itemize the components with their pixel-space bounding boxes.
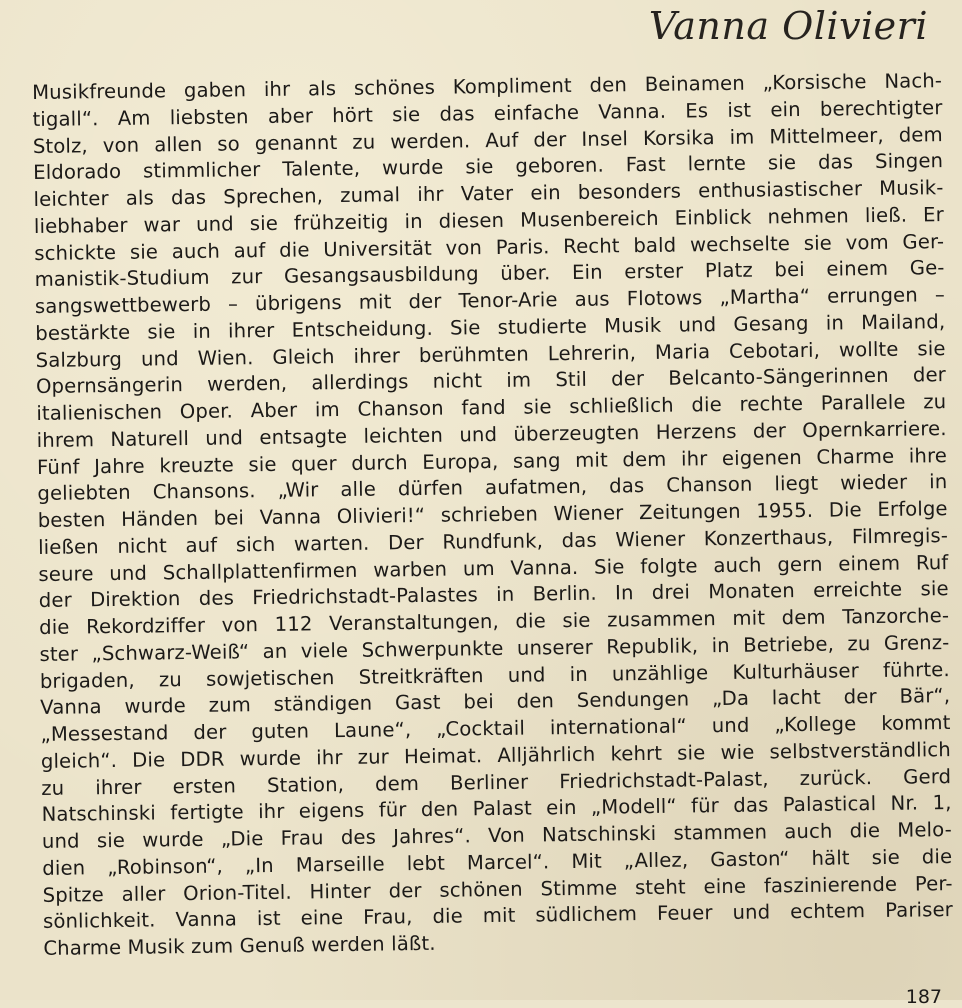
text-line: Fünf Jahre kreuzte sie quer durch Europa, sang mit dem ihr eigenen Charme ihre: [36, 443, 948, 479]
text-line: Natschinski fertigte ihr eigens für den Palast ein „Modell“ für das Palastical Nr. 1,: [41, 791, 952, 827]
text-line: geliebten Chansons. „Wir alle dürfen aufatmen, das Chanson liegt wieder in: [37, 470, 948, 506]
text-line: Stolz, von allen so genannt zu werden. Auf der Insel Korsika im Mittelmeer, dem: [32, 122, 943, 158]
text-line: zu ihrer ersten Station, dem Berliner Friedrichstadt-Palast, zurück. Gerd: [41, 764, 952, 800]
text-line: manistik-Studium zur Gesangsausbildung über. Ein erster Platz bei einem Ge-: [34, 256, 945, 292]
text-line: ster „Schwarz-Weiß“ an viele Schwerpunkte unserer Republik, in Betriebe, zu Grenz-: [39, 630, 950, 666]
text-line: sangswettbewerb – übrigens mit der Tenor-Arie aus Flotows „Martha“ errungen –: [34, 283, 946, 318]
text-line: leichter als das Sprechen, zumal ihr Vater ein besonders enthusiastischer Musik-: [33, 176, 944, 211]
text-line: die Rekordziffer von 112 Veranstaltungen, die sie zusammen mit dem Tanzorche-: [39, 604, 950, 639]
text-line: Vanna wurde zum ständigen Gast bei den Sendungen „Da lacht der Bär“,: [40, 684, 951, 720]
text-line: Spitze aller Orion-Titel. Hinter der schönen Stimme steht eine faszinierende Per-: [42, 871, 953, 907]
text-line: besten Händen bei Vanna Olivieri!“ schrieben Wiener Zeitungen 1955. Die Erfolge: [37, 497, 948, 532]
text-line: tigall“. Am liebsten aber hört sie das einfache Vanna. Es ist ein berechtigter: [32, 95, 943, 131]
text-line: ihrem Naturell und entsagte leichten und überzeugten Herzens der Opernkarriere.: [36, 416, 947, 452]
text-line: Salzburg und Wien. Gleich ihrer berühmten Lehrerin, Maria Cebotari, wollte sie: [35, 336, 946, 372]
text-line: italienischen Oper. Aber im Chanson fand sie schließlich die rechte Parallele zu: [36, 390, 947, 425]
text-line: seure und Schallplattenfirmen warben um Vanna. Sie folgte auch gern einem Ruf: [38, 550, 949, 586]
text-line: brigaden, zu sowjetischen Streitkräften und in unzählige Kulturhäuser führte.: [39, 657, 950, 693]
body-paragraph: [32, 68, 953, 963]
text-line: ließen nicht auf sich warten. Der Rundfunk, das Wiener Konzerthaus, Filmregis-: [37, 523, 949, 559]
text-line: der Direktion des Friedrichstadt-Palastes in Berlin. In drei Monaten erreichte sie: [38, 577, 949, 613]
text-line: Musikfreunde gaben ihr als schönes Kompliment den Beinamen „Korsische Nach-: [32, 69, 943, 104]
text-line: dien „Robinson“, „In Marseille lebt Marcel“. Mit „Allez, Gaston“ hält sie die: [42, 844, 953, 880]
text-line: sönlichkeit. Vanna ist eine Frau, die mit südlichem Feuer und echtem Pariser: [42, 898, 954, 934]
text-line: Opernsängerin werden, allerdings nicht im Stil der Belcanto-Sängerinnen der: [35, 363, 947, 399]
text-line: Eldorado stimmlicher Talente, wurde sie geboren. Fast lernte sie das Singen: [33, 149, 944, 185]
text-line: „Messestand der guten Laune“, „Cocktail international“ und „Kollege kommt: [40, 711, 951, 746]
page-number: 187: [905, 986, 942, 1008]
text-line: und sie wurde „Die Frau des Jahres“. Von Natschinski stammen auch die Melo-: [41, 818, 953, 853]
text-line: Charme Musik zum Genuß werden läßt.: [43, 931, 436, 960]
text-line: schickte sie auch auf die Universität von Paris. Recht bald wechselte sie vom Ger-: [34, 229, 945, 265]
text-line: gleich“. Die DDR wurde ihr zur Heimat. Alljährlich kehrt sie wie selbstverständlich: [40, 737, 951, 773]
text-line: liebhaber war und sie frühzeitig in diesen Musenbereich Einblick nehmen ließ. Er: [33, 202, 944, 238]
page-title: Vanna Olivieri: [648, 4, 928, 48]
text-line: bestärkte sie in ihrer Entscheidung. Sie studierte Musik und Gesang in Mailand,: [35, 309, 946, 345]
